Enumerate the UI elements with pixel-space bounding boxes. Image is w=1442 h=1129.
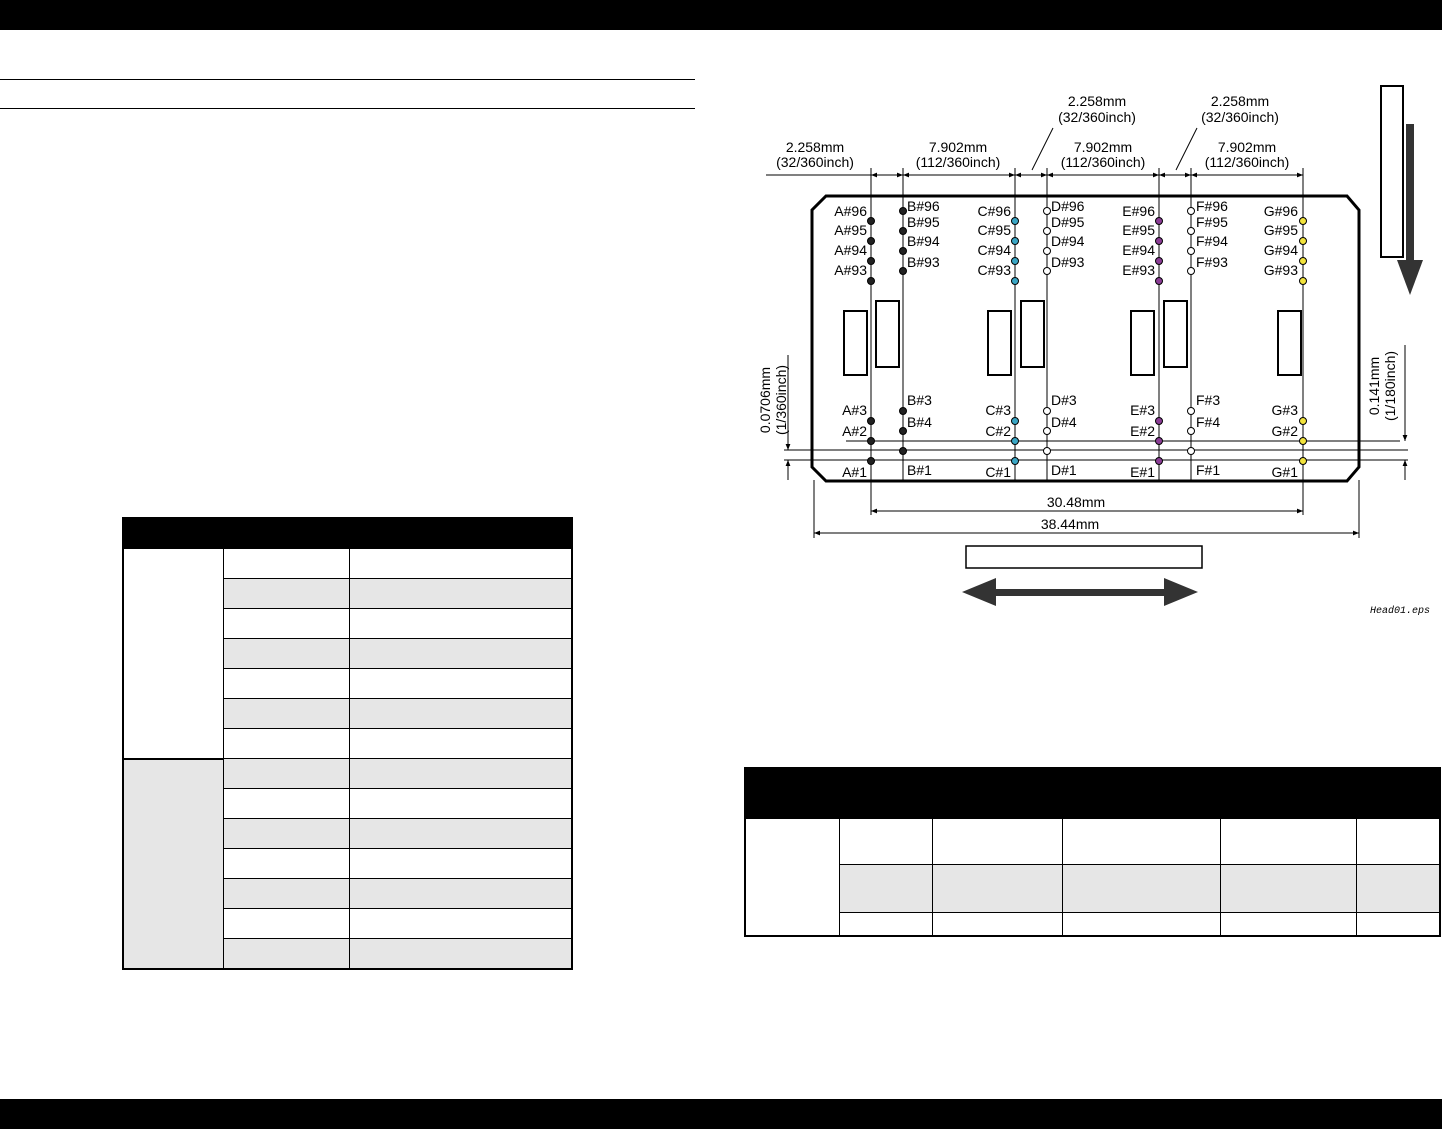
nozzle-label: B#94: [907, 233, 940, 249]
nozzle-label: C#95: [977, 222, 1011, 238]
nozzle-dot: [1044, 448, 1051, 455]
nozzle-dot: [1188, 408, 1195, 415]
dim-text: 2.258mm: [1067, 93, 1127, 109]
dim-text: (32/360inch): [1058, 109, 1136, 125]
nozzle-dot: [1012, 218, 1019, 225]
nozzle-dot: [1012, 278, 1019, 285]
nozzle-label: D#4: [1051, 414, 1077, 430]
nozzle-dot: [868, 218, 875, 225]
nozzle-label: A#1: [842, 464, 867, 480]
nozzle-dot: [1044, 408, 1051, 415]
chip-rect: [1131, 311, 1154, 375]
nozzle-dot: [1188, 428, 1195, 435]
chip-rect: [1164, 301, 1187, 367]
nozzle-dot: [1156, 438, 1163, 445]
paper-feed-arrow-head: [1397, 260, 1423, 295]
nozzle-label: A#96: [834, 203, 867, 219]
nozzle-label: E#2: [1130, 423, 1155, 439]
nozzle-dot: [900, 268, 907, 275]
nozzle-label: E#94: [1122, 242, 1155, 258]
nozzle-label: E#1: [1130, 464, 1155, 480]
nozzle-dot: [1044, 208, 1051, 215]
nozzle-label: A#2: [842, 423, 867, 439]
dim-text: 7.902mm: [928, 139, 988, 155]
nozzle-label: B#3: [907, 392, 932, 408]
nozzle-dot: [1188, 448, 1195, 455]
nozzle-dot: [1300, 218, 1307, 225]
nozzle-dot: [1156, 458, 1163, 465]
nozzle-label: F#4: [1196, 414, 1221, 430]
paper-feed-arrow-shaft: [1406, 124, 1414, 264]
chip-rect: [988, 311, 1011, 375]
nozzle-dot: [1300, 458, 1307, 465]
nozzle-label: A#93: [834, 262, 867, 278]
nozzle-label: D#1: [1051, 462, 1077, 478]
nozzle-label: G#94: [1263, 242, 1298, 258]
dim-text: 2.258mm: [1210, 93, 1270, 109]
nozzle-dot: [1300, 438, 1307, 445]
nozzle-label: E#93: [1122, 262, 1155, 278]
paper-feed-box: [1381, 86, 1403, 257]
nozzle-dot: [900, 428, 907, 435]
nozzle-dot: [1188, 208, 1195, 215]
nozzle-label: B#4: [907, 414, 932, 430]
nozzle-label: A#3: [842, 402, 867, 418]
nozzle-label: F#93: [1196, 254, 1228, 270]
nozzle-dot: [1156, 418, 1163, 425]
nozzle-dot: [900, 208, 907, 215]
nozzle-dot: [1300, 418, 1307, 425]
nozzle-dot: [900, 228, 907, 235]
nozzle-label: F#94: [1196, 233, 1228, 249]
nozzle-dot: [900, 248, 907, 255]
nozzle-dot: [1300, 258, 1307, 265]
dim-text: 0.0706mm: [757, 366, 773, 434]
nozzle-label: F#3: [1196, 392, 1221, 408]
dim-text: (32/360inch): [1201, 109, 1279, 125]
dim-text: 7.902mm: [1217, 139, 1277, 155]
nozzle-dot: [1044, 248, 1051, 255]
nozzle-label: D#94: [1051, 233, 1085, 249]
nozzle-label: E#3: [1130, 402, 1155, 418]
dim-text: (112/360inch): [1060, 154, 1146, 170]
chip-rect: [876, 301, 899, 367]
dim-text: 7.902mm: [1073, 139, 1133, 155]
nozzle-label: C#96: [977, 203, 1011, 219]
nozzle-label: C#93: [977, 262, 1011, 278]
nozzle-dot: [868, 258, 875, 265]
nozzle-label: G#1: [1271, 464, 1298, 480]
dim-text: (32/360inch): [776, 154, 854, 170]
nozzle-label: B#1: [907, 462, 932, 478]
nozzle-dot: [900, 408, 907, 415]
dim-text: (112/360inch): [915, 154, 1001, 170]
nozzle-label: B#96: [907, 198, 940, 214]
nozzle-dot: [868, 278, 875, 285]
nozzle-dot: [1156, 278, 1163, 285]
nozzle-label: C#2: [985, 423, 1011, 439]
nozzle-dot: [868, 438, 875, 445]
nozzle-dot: [1156, 218, 1163, 225]
nozzle-label: C#94: [977, 242, 1011, 258]
nozzle-dot: [1012, 458, 1019, 465]
nozzle-label: G#3: [1271, 402, 1298, 418]
nozzle-dot: [1044, 228, 1051, 235]
nozzle-label: D#95: [1051, 214, 1085, 230]
nozzle-label: C#1: [985, 464, 1011, 480]
nozzle-dot: [868, 238, 875, 245]
nozzle-dot: [1156, 258, 1163, 265]
nozzle-label: E#95: [1122, 222, 1155, 238]
dim-text: (112/360inch): [1204, 154, 1290, 170]
nozzle-dot: [1300, 238, 1307, 245]
nozzle-dot: [1012, 438, 1019, 445]
dim-text: 0.141mm: [1366, 356, 1382, 416]
nozzle-label: G#2: [1271, 423, 1298, 439]
dim-text: 30.48mm: [1046, 494, 1106, 510]
nozzle-label: A#94: [834, 242, 867, 258]
nozzle-label: G#96: [1263, 203, 1298, 219]
nozzle-label: D#3: [1051, 392, 1077, 408]
nozzle-label: B#95: [907, 214, 940, 230]
chip-rect: [1278, 311, 1301, 375]
file-label: Head01.eps: [1369, 606, 1431, 617]
nozzle-dot: [1188, 228, 1195, 235]
nozzle-label: D#96: [1051, 198, 1085, 214]
carriage-box: [966, 546, 1202, 568]
chip-rect: [844, 311, 867, 375]
nozzle-dot: [1300, 278, 1307, 285]
nozzle-dot: [1044, 268, 1051, 275]
dim-text: (1/360inch): [773, 364, 789, 436]
nozzle-label: F#96: [1196, 198, 1228, 214]
nozzle-dot: [900, 448, 907, 455]
nozzle-label: F#95: [1196, 214, 1228, 230]
nozzle-label: C#3: [985, 402, 1011, 418]
nozzle-label: D#93: [1051, 254, 1085, 270]
nozzle-label: G#95: [1263, 222, 1298, 238]
chip-rect: [1021, 301, 1044, 367]
dim-text: 2.258mm: [785, 139, 845, 155]
nozzle-label: A#95: [834, 222, 867, 238]
nozzle-dot: [868, 418, 875, 425]
nozzle-label: G#93: [1263, 262, 1298, 278]
nozzle-label: B#93: [907, 254, 940, 270]
nozzle-dot: [1188, 248, 1195, 255]
carriage-arrow: [962, 578, 1198, 606]
nozzle-dot: [1156, 238, 1163, 245]
nozzle-dot: [1012, 258, 1019, 265]
nozzle-label: F#1: [1196, 462, 1221, 478]
nozzle-label: E#96: [1122, 203, 1155, 219]
nozzle-dot: [1044, 428, 1051, 435]
nozzle-dot: [868, 458, 875, 465]
dim-text: (1/180inch): [1382, 350, 1398, 422]
dim-text: 38.44mm: [1040, 516, 1100, 532]
nozzle-dot: [1012, 418, 1019, 425]
nozzle-dot: [1012, 238, 1019, 245]
nozzle-dot: [1188, 268, 1195, 275]
